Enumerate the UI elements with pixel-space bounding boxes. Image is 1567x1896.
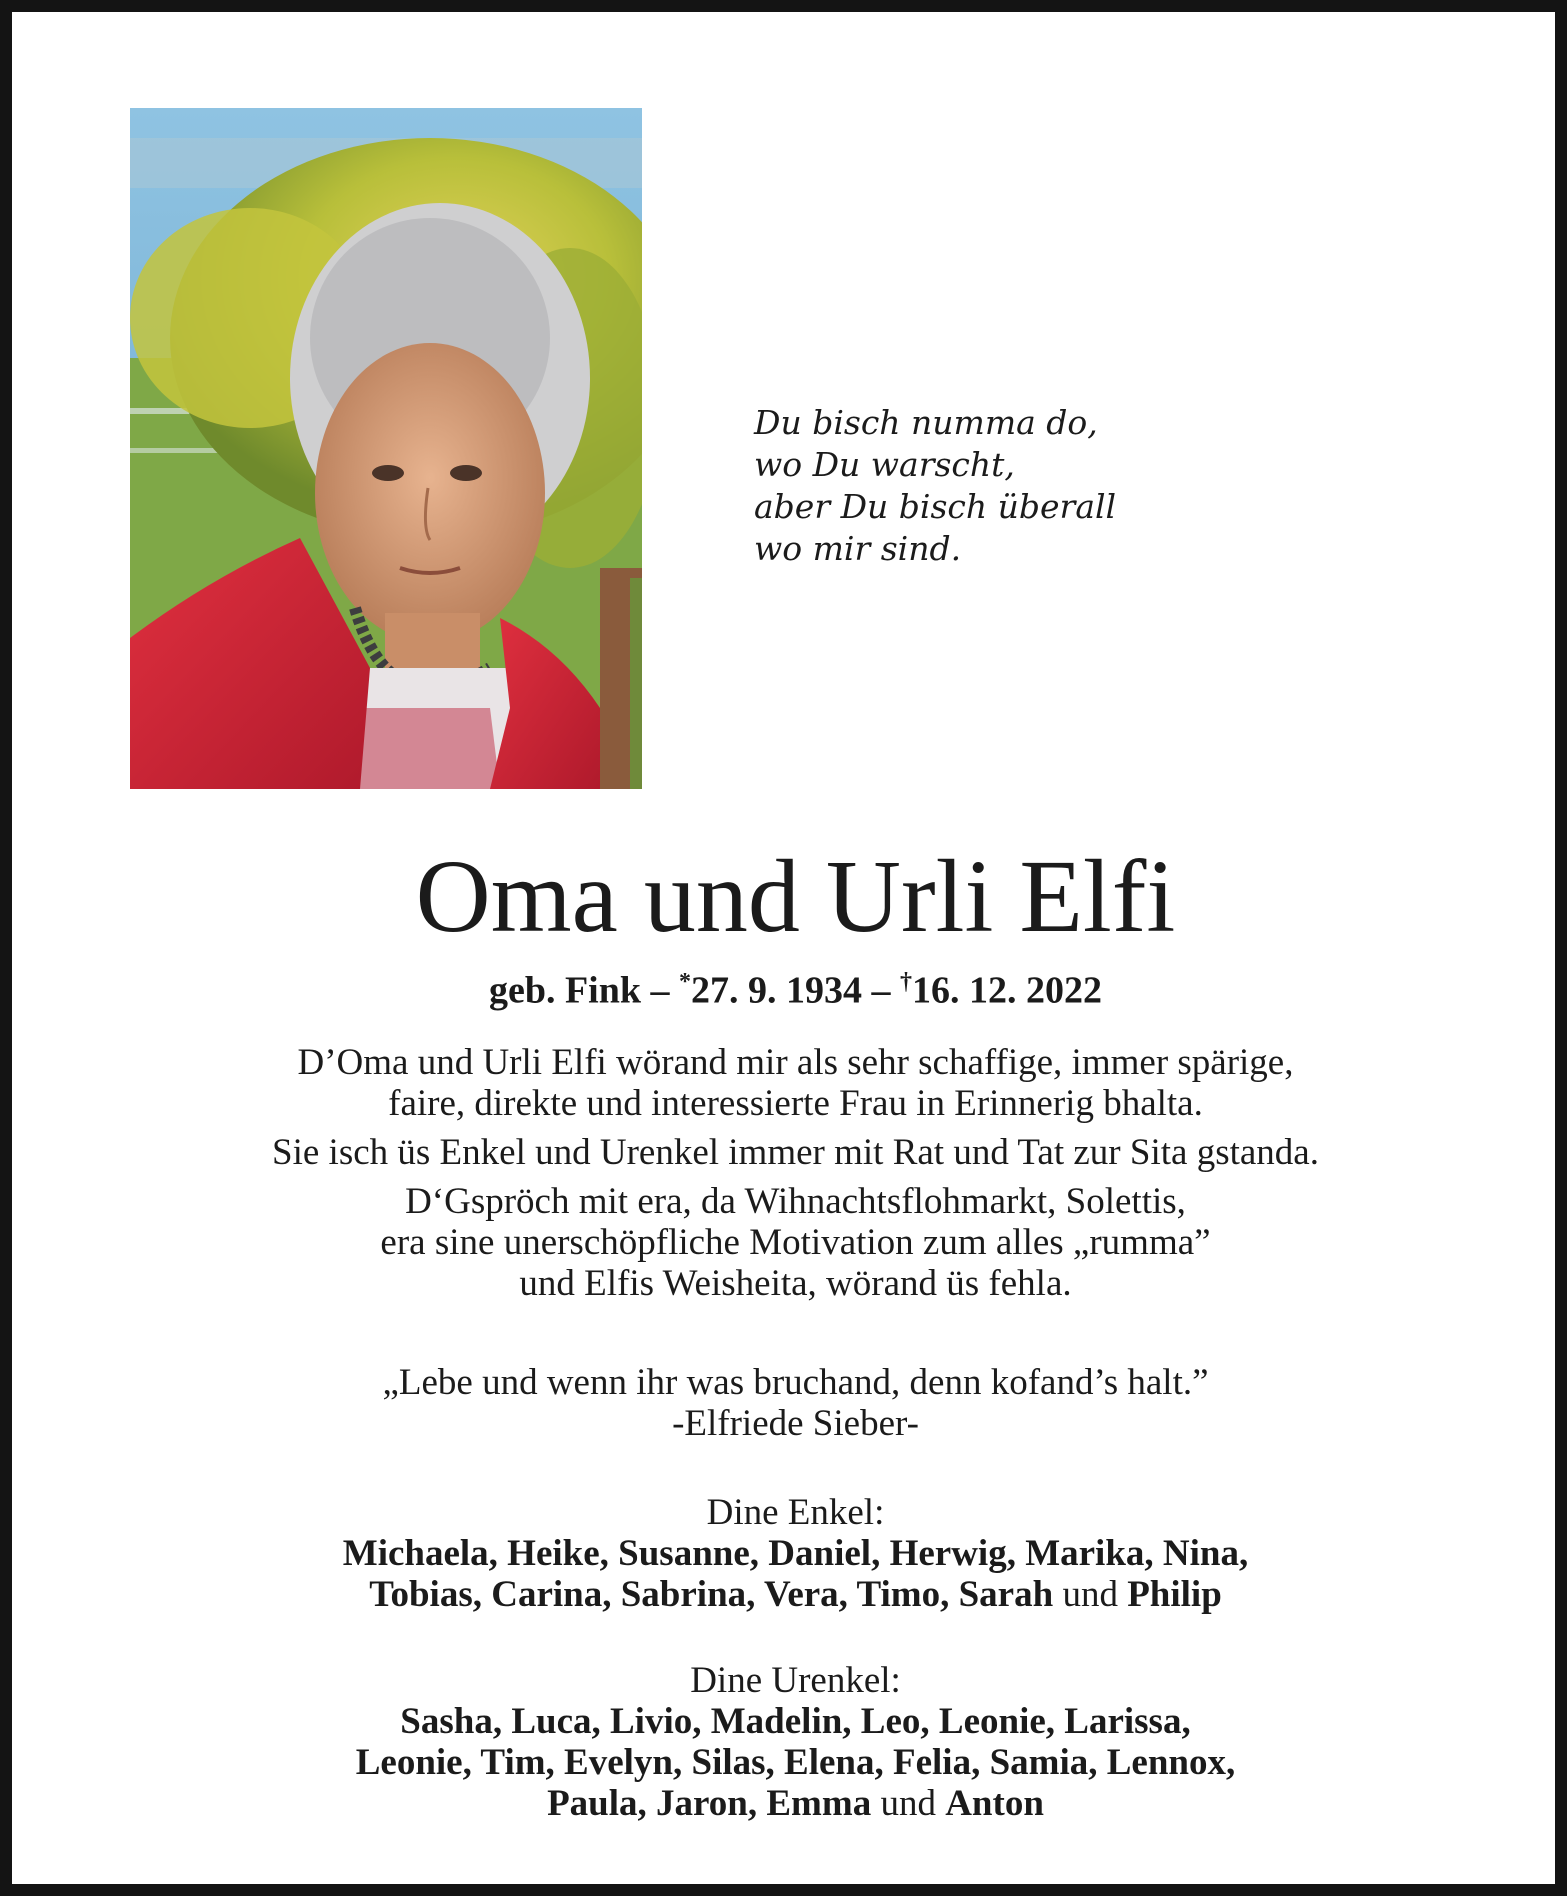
tribute-paragraph <box>12 1132 1567 1173</box>
tribute-line: era sine unerschöpfliche Motivation zum alles „rumma” <box>380 1222 1211 1263</box>
conjunction: und <box>880 1783 936 1824</box>
tribute-line: Sie isch üs Enkel und Urenkel immer mit Rat und Tat zur Sita gstanda. <box>272 1132 1319 1173</box>
great-grandchildren-last-name: Anton <box>945 1783 1044 1824</box>
grandchildren-last-name: Philip <box>1127 1574 1222 1615</box>
life-dates <box>12 960 1567 1013</box>
grandchildren-line: Tobias, Carina, Sabrina, Vera, Timo, Sarah <box>369 1574 1054 1615</box>
poem-line: wo Du warscht, <box>754 445 1015 484</box>
tribute-text <box>12 1042 1567 1312</box>
tribute-line: faire, direkte und interessierte Frau in Erinnerig bhalta. <box>388 1083 1203 1124</box>
grandchildren-list <box>12 1492 1567 1615</box>
great-grandchildren-line: Leonie, Tim, Evelyn, Silas, Elena, Felia, Samia, Lennox, <box>355 1742 1236 1783</box>
deceased-name: Oma und Urli Elfi <box>415 839 1176 954</box>
great-grandchildren-label: Dine Urenkel: <box>690 1660 901 1701</box>
date-separator: – <box>871 969 891 1012</box>
poem-line: wo mir sind. <box>754 529 962 568</box>
date-separator: – <box>650 969 670 1012</box>
memorial-poem <box>754 402 1234 570</box>
birth-symbol: * <box>679 969 692 995</box>
tribute-line: D‘Gspröch mit era, da Wihnachtsflohmarkt, Solettis, <box>405 1181 1186 1222</box>
great-grandchildren-names <box>12 1701 1567 1824</box>
tribute-paragraph <box>12 1181 1567 1304</box>
quote-author: -Elfriede Sieber- <box>672 1403 919 1444</box>
death-symbol: † <box>900 969 913 995</box>
quote-text: „Lebe und wenn ihr was bruchand, denn kofand’s halt.” <box>382 1362 1209 1403</box>
born-label: geb. Fink <box>488 969 642 1012</box>
quote-block <box>12 1362 1567 1444</box>
tribute-line: und Elfis Weisheita, wörand üs fehla. <box>519 1263 1072 1304</box>
grandchildren-line: Michaela, Heike, Susanne, Daniel, Herwig, Marika, Nina, <box>342 1533 1249 1574</box>
great-grandchildren-line: Paula, Jaron, Emma <box>547 1783 872 1824</box>
grandchildren-label: Dine Enkel: <box>706 1492 885 1533</box>
tribute-paragraph <box>12 1042 1567 1124</box>
grandchildren-names <box>12 1533 1567 1615</box>
great-grandchildren-line: Sasha, Luca, Livio, Madelin, Leo, Leonie, Larissa, <box>400 1701 1191 1742</box>
poem-line: aber Du bisch überall <box>754 487 1117 526</box>
death-date: 16. 12. 2022 <box>912 969 1103 1012</box>
tribute-line: D’Oma und Urli Elfi wörand mir als sehr schaffige, immer spärige, <box>297 1042 1294 1083</box>
portrait-photo <box>130 108 642 789</box>
portrait-illustration <box>130 108 642 789</box>
birth-date: 27. 9. 1934 <box>691 969 863 1012</box>
poem-line: Du bisch numma do, <box>754 403 1098 442</box>
great-grandchildren-list <box>12 1660 1567 1824</box>
conjunction: und <box>1062 1574 1118 1615</box>
